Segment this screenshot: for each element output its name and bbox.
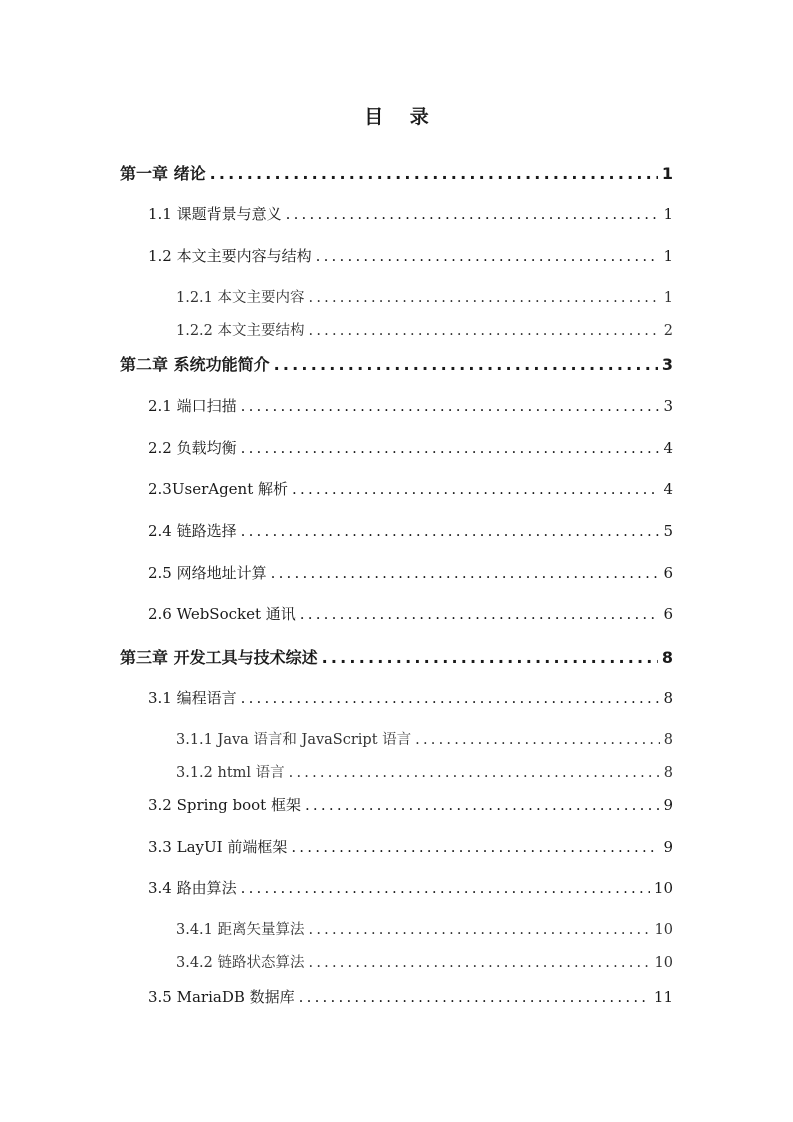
toc-page-number: 11 (653, 988, 673, 1006)
toc-leader-dots (309, 290, 660, 306)
toc-page-number: 10 (654, 955, 673, 971)
toc-entry-label: 第三章 开发工具与技术综述 (120, 648, 318, 667)
toc-page-number: 10 (653, 879, 673, 897)
toc-leader-dots (322, 648, 658, 667)
toc-entry-label: 3.4.1 距离矢量算法 (176, 922, 305, 938)
toc-entry-1-2[interactable] (148, 245, 673, 266)
toc-leader-dots (300, 605, 660, 623)
toc-leader-dots (309, 955, 651, 971)
toc-entry-3-2[interactable] (148, 794, 673, 815)
toc-page-number: 9 (663, 838, 673, 856)
toc-page-number: 8 (663, 765, 673, 781)
toc-entry-label: 2.5 网络地址计算 (148, 564, 267, 582)
toc-entry-label: 3.2 Spring boot 框架 (148, 796, 301, 814)
toc-entry-chapter-3[interactable] (120, 645, 673, 668)
toc-page-number: 10 (654, 922, 673, 938)
toc-entry-3-3[interactable] (148, 836, 673, 857)
toc-entry-label: 3.5 MariaDB 数据库 (148, 988, 295, 1006)
toc-leader-dots (241, 397, 660, 415)
toc-entry-3-1-1[interactable] (176, 728, 673, 749)
toc-entry-3-4-1[interactable] (176, 918, 673, 939)
toc-entry-3-4[interactable] (148, 877, 673, 898)
toc-entry-1-1[interactable] (148, 203, 673, 224)
toc-leader-dots (286, 205, 660, 223)
toc-leader-dots (241, 879, 650, 897)
toc-entry-chapter-2[interactable] (120, 352, 673, 375)
toc-page-number: 8 (663, 732, 673, 748)
toc-leader-dots (291, 838, 659, 856)
toc-leader-dots (305, 796, 659, 814)
toc-entry-3-1-2[interactable] (176, 761, 673, 782)
toc-entry-label: 2.1 端口扫描 (148, 397, 237, 415)
toc-leader-dots (241, 439, 660, 457)
toc-entry-2-5[interactable] (148, 562, 673, 583)
toc-entry-label: 2.6 WebSocket 通讯 (148, 605, 296, 623)
toc-leader-dots (289, 765, 660, 781)
toc-page-number: 1 (661, 164, 673, 183)
toc-entry-label: 1.1 课题背景与意义 (148, 205, 282, 223)
toc-page-number: 1 (663, 290, 673, 306)
toc-page-number: 1 (663, 247, 673, 265)
toc-entry-3-5[interactable] (148, 986, 673, 1007)
toc-entry-label: 3.1.1 Java 语言和 JavaScript 语言 (176, 732, 412, 748)
toc-entry-label: 3.4.2 链路状态算法 (176, 955, 305, 971)
toc-entry-2-4[interactable] (148, 520, 673, 541)
toc-entry-2-6[interactable] (148, 603, 673, 624)
toc-leader-dots (210, 164, 658, 183)
toc-entry-label: 1.2 本文主要内容与结构 (148, 247, 312, 265)
toc-page-number: 6 (663, 564, 673, 582)
toc-entry-3-1[interactable] (148, 687, 673, 708)
toc-entry-label: 2.4 链路选择 (148, 522, 237, 540)
toc-page-number: 1 (663, 205, 673, 223)
toc-leader-dots (316, 247, 660, 265)
toc-leader-dots (274, 355, 658, 374)
toc-leader-dots (241, 522, 660, 540)
toc-page-number: 4 (663, 480, 673, 498)
toc-entry-label: 3.3 LayUI 前端框架 (148, 838, 288, 856)
toc-entry-label: 3.1.2 html 语言 (176, 765, 285, 781)
toc-leader-dots (309, 323, 660, 339)
toc-entry-label: 第二章 系统功能简介 (120, 355, 270, 374)
toc-entry-label: 2.3UserAgent 解析 (148, 480, 289, 498)
toc-entry-label: 1.2.1 本文主要内容 (176, 290, 305, 306)
toc-entry-2-2[interactable] (148, 437, 673, 458)
toc-entry-chapter-1[interactable] (120, 161, 673, 184)
toc-page-number: 3 (663, 397, 673, 415)
toc-entry-label: 2.2 负载均衡 (148, 439, 237, 457)
toc-entry-2-1[interactable] (148, 395, 673, 416)
toc-entry-label: 3.1 编程语言 (148, 689, 237, 707)
toc-entry-label: 1.2.2 本文主要结构 (176, 323, 305, 339)
toc-page-number: 9 (663, 796, 673, 814)
toc-page-number: 2 (663, 323, 673, 339)
toc-page-number: 8 (661, 648, 673, 667)
toc-entry-label: 3.4 路由算法 (148, 879, 237, 897)
toc-entry-3-4-2[interactable] (176, 951, 673, 972)
toc-page-number: 6 (663, 605, 673, 623)
toc-page-number: 4 (663, 439, 673, 457)
toc-entry-label: 第一章 绪论 (120, 164, 206, 183)
toc-title: 目 录 (364, 106, 439, 128)
toc-leader-dots (415, 732, 660, 748)
toc-leader-dots (292, 480, 659, 498)
toc-leader-dots (309, 922, 651, 938)
toc-page-number: 8 (663, 689, 673, 707)
toc-entry-1-2-1[interactable] (176, 286, 673, 307)
toc-leader-dots (299, 988, 650, 1006)
toc-entry-1-2-2[interactable] (176, 319, 673, 340)
toc-page-number: 3 (661, 355, 673, 374)
toc-entry-2-3[interactable] (148, 478, 673, 499)
toc-page-number: 5 (663, 522, 673, 540)
toc-leader-dots (271, 564, 660, 582)
toc-leader-dots (241, 689, 660, 707)
